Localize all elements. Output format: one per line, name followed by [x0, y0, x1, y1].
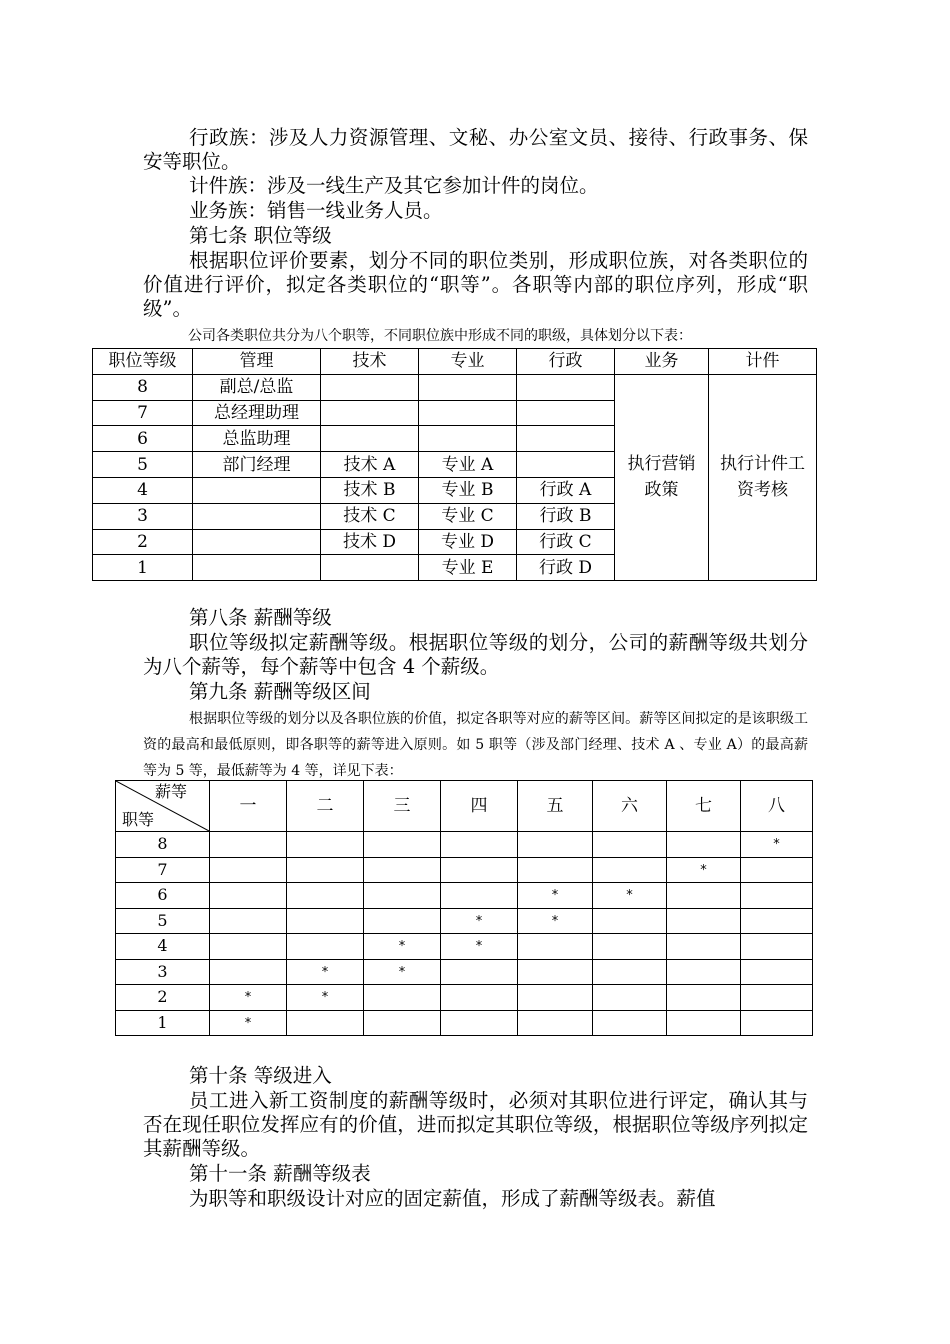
range-mark-cell	[667, 857, 741, 883]
table-cell: 2	[93, 529, 193, 555]
empty-cell	[667, 959, 741, 985]
table-cell: 行政 B	[517, 503, 615, 529]
para-table1-intro: 公司各类职位共分为八个职等，不同职位族中形成不同的职级，具体划分以下表：	[188, 328, 692, 344]
table-cell: 8	[93, 374, 193, 400]
header-cell: 职位等级	[93, 349, 193, 375]
table-cell	[517, 452, 615, 478]
empty-cell	[518, 857, 593, 883]
table-cell: 1	[93, 555, 193, 581]
header-cell: 八	[741, 781, 813, 832]
table-cell	[321, 374, 419, 400]
table-cell: 总经理助理	[193, 400, 321, 426]
table-row	[116, 832, 813, 858]
empty-cell	[518, 832, 593, 858]
empty-cell	[593, 832, 667, 858]
empty-cell	[667, 883, 741, 909]
table-header-row	[93, 349, 817, 375]
range-mark-cell	[518, 883, 593, 909]
empty-cell	[593, 985, 667, 1011]
table-cell: 副总/总监	[193, 374, 321, 400]
header-cell: 四	[441, 781, 518, 832]
range-mark-cell	[287, 985, 364, 1011]
empty-cell	[210, 883, 287, 909]
empty-cell	[210, 908, 287, 934]
para-admin-family: 行政族：涉及人力资源管理、文秘、办公室文员、接待、行政事务、保安等职位。	[143, 126, 808, 173]
empty-cell	[518, 985, 593, 1011]
empty-cell	[210, 959, 287, 985]
empty-cell	[741, 985, 813, 1011]
heading-article-7: 第七条 职位等级	[189, 224, 332, 247]
table-cell	[193, 555, 321, 581]
table-cell	[321, 400, 419, 426]
empty-cell	[593, 934, 667, 960]
empty-cell	[741, 1010, 813, 1036]
asterisk-mark: *	[551, 888, 559, 904]
empty-cell	[741, 883, 813, 909]
para-business-family: 业务族：销售一线业务人员。	[189, 199, 443, 222]
grade-level-cell: 2	[116, 985, 210, 1011]
header-cell: 三	[364, 781, 441, 832]
table-cell: 6	[93, 426, 193, 452]
empty-cell	[593, 959, 667, 985]
empty-cell	[741, 959, 813, 985]
table-cell	[321, 555, 419, 581]
table-cell	[517, 374, 615, 400]
empty-cell	[441, 959, 518, 985]
table-cell: 5	[93, 452, 193, 478]
table-header-row	[116, 781, 813, 832]
para-salary-table-desc: 为职等和职级设计对应的固定薪值，形成了薪酬等级表。薪值	[189, 1187, 716, 1210]
grade-level-cell: 6	[116, 883, 210, 909]
table-row	[93, 374, 817, 400]
table-cell	[517, 400, 615, 426]
grade-level-cell: 5	[116, 908, 210, 934]
header-cell: 管理	[193, 349, 321, 375]
empty-cell	[667, 985, 741, 1011]
empty-cell	[364, 857, 441, 883]
range-mark-cell	[210, 1010, 287, 1036]
asterisk-mark: *	[773, 837, 780, 853]
empty-cell	[593, 1010, 667, 1036]
asterisk-mark: *	[244, 990, 252, 1006]
table-cell: 行政 D	[517, 555, 615, 581]
salary-range-body	[116, 832, 813, 1036]
empty-cell	[441, 985, 518, 1011]
empty-cell	[364, 1010, 441, 1036]
range-mark-cell	[210, 985, 287, 1011]
business-merged-cell: 执行营销政策	[615, 374, 709, 580]
table-cell: 专业 B	[419, 477, 517, 503]
empty-cell	[741, 857, 813, 883]
empty-cell	[287, 832, 364, 858]
grade-level-cell: 8	[116, 832, 210, 858]
header-cell: 七	[667, 781, 741, 832]
heading-article-8: 第八条 薪酬等级	[189, 606, 332, 629]
table-cell: 技术 C	[321, 503, 419, 529]
header-cell: 行政	[517, 349, 615, 375]
table-cell	[419, 426, 517, 452]
grade-level-cell: 7	[116, 857, 210, 883]
table-cell	[193, 529, 321, 555]
header-cell: 计件	[709, 349, 817, 375]
asterisk-mark: *	[244, 1015, 252, 1031]
empty-cell	[741, 934, 813, 960]
asterisk-mark: *	[398, 964, 406, 980]
empty-cell	[593, 857, 667, 883]
asterisk-mark: *	[475, 939, 483, 955]
empty-cell	[364, 985, 441, 1011]
empty-cell	[667, 908, 741, 934]
empty-cell	[287, 934, 364, 960]
header-cell: 专业	[419, 349, 517, 375]
table-cell	[193, 503, 321, 529]
para-piecework-family: 计件族：涉及一线生产及其它参加计件的岗位。	[189, 174, 599, 197]
table-cell: 专业 E	[419, 555, 517, 581]
table-cell: 专业 A	[419, 452, 517, 478]
range-mark-cell	[364, 934, 441, 960]
empty-cell	[518, 934, 593, 960]
para-job-grade-desc: 根据职位评价要素，划分不同的职位类别，形成职位族，对各类职位的价值进行评价，拟定各类职位的“职等”。各职等内部的职位序列，形成“职级”。	[143, 249, 808, 320]
table-row	[116, 959, 813, 985]
range-mark-cell	[287, 959, 364, 985]
table-row	[116, 1010, 813, 1036]
empty-cell	[364, 908, 441, 934]
range-mark-cell	[441, 908, 518, 934]
range-mark-cell	[593, 883, 667, 909]
empty-cell	[518, 1010, 593, 1036]
table-cell: 技术 D	[321, 529, 419, 555]
table-row	[116, 985, 813, 1011]
corner-grade-label: 职等	[122, 810, 155, 829]
table-cell: 技术 B	[321, 477, 419, 503]
table-row	[116, 934, 813, 960]
range-mark-cell	[441, 934, 518, 960]
para-grade-entry-desc: 员工进入新工资制度的薪酬等级时，必须对其职位进行评定，确认其与否在现任职位发挥应有的价值，进而拟定其职位等级，根据职位等级序列拟定其薪酬等级。	[143, 1089, 808, 1160]
range-mark-cell	[741, 832, 813, 858]
table-cell: 总监助理	[193, 426, 321, 452]
empty-cell	[593, 908, 667, 934]
empty-cell	[667, 832, 741, 858]
empty-cell	[210, 934, 287, 960]
asterisk-mark: *	[475, 913, 483, 929]
table-row	[116, 883, 813, 909]
empty-cell	[287, 1010, 364, 1036]
empty-cell	[210, 832, 287, 858]
table-cell	[193, 477, 321, 503]
empty-cell	[441, 1010, 518, 1036]
corner-salary-label: 薪等	[154, 782, 187, 801]
table-cell: 行政 C	[517, 529, 615, 555]
empty-cell	[287, 883, 364, 909]
table-row	[116, 908, 813, 934]
asterisk-mark: *	[321, 964, 329, 980]
empty-cell	[441, 883, 518, 909]
header-cell: 技术	[321, 349, 419, 375]
table-cell: 3	[93, 503, 193, 529]
table-cell	[321, 426, 419, 452]
table-cell: 专业 D	[419, 529, 517, 555]
empty-cell	[210, 857, 287, 883]
heading-article-11: 第十一条 薪酬等级表	[189, 1162, 371, 1185]
heading-article-10: 第十条 等级进入	[189, 1064, 332, 1087]
range-mark-cell	[364, 959, 441, 985]
asterisk-mark: *	[398, 939, 406, 955]
empty-cell	[667, 934, 741, 960]
heading-article-9: 第九条 薪酬等级区间	[189, 680, 371, 703]
header-cell: 一	[210, 781, 287, 832]
empty-cell	[667, 1010, 741, 1036]
para-salary-range-desc: 根据职位等级的划分以及各职位族的价值，拟定各职等对应的薪等区间。薪等区间拟定的是该职级工资的最高和最低原则，即各职等的薪等进入原则。如 5 职等（涉及部门经理、技术 A 、专业 A）的最高薪等为 5 等，最低薪等为 4 等，详见下表：	[143, 711, 808, 779]
table-cell: 技术 A	[321, 452, 419, 478]
empty-cell	[441, 857, 518, 883]
table-cell	[517, 426, 615, 452]
empty-cell	[441, 832, 518, 858]
empty-cell	[741, 908, 813, 934]
asterisk-mark: *	[551, 913, 559, 929]
table-cell	[419, 400, 517, 426]
grade-level-cell: 3	[116, 959, 210, 985]
para-salary-grade-desc: 职位等级拟定薪酬等级。根据职位等级的划分，公司的薪酬等级共划分为八个薪等，每个薪等中包含 4 个薪级。	[143, 631, 808, 678]
empty-cell	[287, 908, 364, 934]
table-row	[116, 857, 813, 883]
range-mark-cell	[518, 908, 593, 934]
empty-cell	[364, 832, 441, 858]
table-cell	[419, 374, 517, 400]
empty-cell	[518, 959, 593, 985]
table-cell: 行政 A	[517, 477, 615, 503]
asterisk-mark: *	[700, 862, 707, 878]
header-cell: 业务	[615, 349, 709, 375]
table-cell: 部门经理	[193, 452, 321, 478]
asterisk-mark: *	[626, 888, 633, 904]
empty-cell	[364, 883, 441, 909]
empty-cell	[287, 857, 364, 883]
asterisk-mark: *	[321, 990, 329, 1006]
grade-level-cell: 4	[116, 934, 210, 960]
diagonal-header-cell	[116, 781, 210, 832]
table-cell: 专业 C	[419, 503, 517, 529]
table-cell: 4	[93, 477, 193, 503]
table-cell: 7	[93, 400, 193, 426]
salary-range-table	[115, 780, 813, 1036]
grade-level-cell: 1	[116, 1010, 210, 1036]
job-grade-table	[92, 348, 817, 581]
header-cell: 二	[287, 781, 364, 832]
piecework-merged-cell: 执行计件工资考核	[709, 374, 817, 580]
header-cell: 六	[593, 781, 667, 832]
header-cell: 五	[518, 781, 593, 832]
